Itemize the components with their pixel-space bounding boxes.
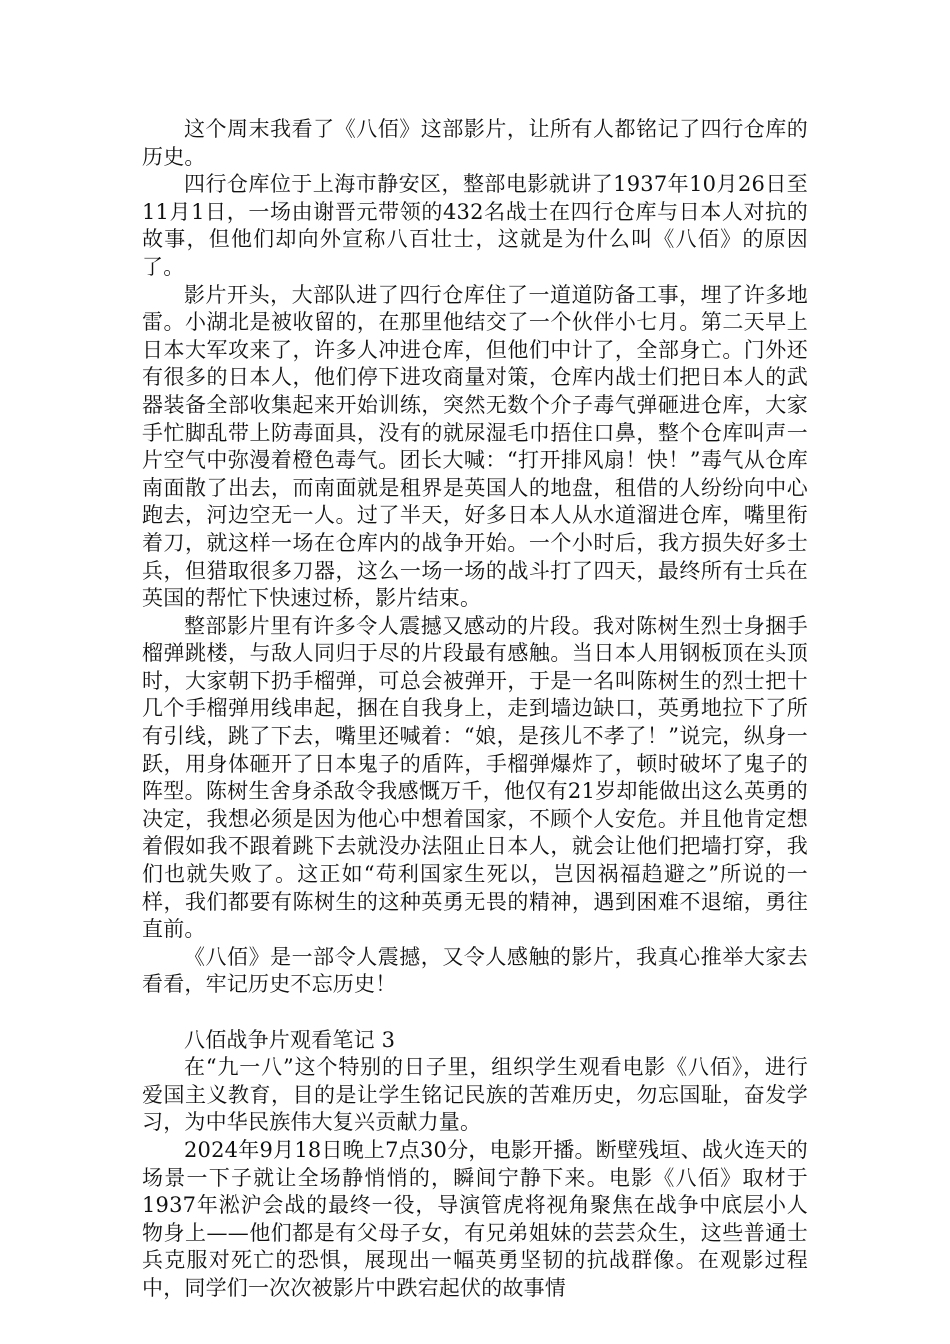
section-heading: 八佰战争片观看笔记 3 xyxy=(184,1027,396,1052)
paragraph-6: 在“九一八”这个特别的日子里，组织学生观看电影《八佰》，进行爱国主义教育，目的是让学生铭记民族的苦难历史，勿忘国耻，奋发学习，为中华民族伟大复兴贡献力量。 xyxy=(142,1055,808,1135)
paragraph-2: 四行仓库位于上海市静安区，整部电影就讲了1937年10月26日至11月1日，一场由谢晋元带领的432名战士在四行仓库与日本人对抗的故事，但他们却向外宣称八百壮士，这就是为什么叫《八佰》的原因了。 xyxy=(142,172,808,279)
paragraph-1: 这个周末我看了《八佰》这部影片，让所有人都铭记了四行仓库的历史。 xyxy=(142,117,808,169)
paragraph-4: 整部影片里有许多令人震撼又感动的片段。我对陈树生烈士身捆手榴弹跳楼，与敌人同归于尽的片段最有感触。当日本人用钢板顶在头顶时，大家朝下扔手榴弹，可总会被弹开，于是一名叫陈树生的烈士把十几个手榴弹用线串起，捆在自我身上，走到墙边缺口，英勇地拉下了所有引线，跳了下去，嘴里还喊着：“娘，是孩儿不孝了！”说完，纵身一跃，用身体砸开了日本鬼子的盾阵，手榴弹爆炸了，顿时破坏了鬼子的阵型。陈树生舍身杀敌令我感慨万千，他仅有21岁却能做出这么英勇的决定，我想必须是因为他心中想着国家，不顾个人安危。并且他肯定想着假如我不跟着跳下去就没办法阻止日本人，就会让他们把墙打穿，我们也就失败了。这正如“苟利国家生死以，岂因祸福趋避之”所说的一样，我们都要有陈树生的这种英勇无畏的精神，遇到困难不退缩，勇往直前。 xyxy=(142,613,808,942)
paragraph-7: 2024年9月18日晚上7点30分，电影开播。断壁残垣、战火连天的场景一下子就让全场静悄悄的，瞬间宁静下来。电影《八佰》取材于1937年淞沪会战的最终一役，导演管虎将视角聚焦在战争中底层小人物身上——他们都是有父母子女，有兄弟姐妹的芸芸众生，这些普通士兵克服对死亡的恐惧，展现出一幅英勇坚韧的抗战群像。在观影过程中，同学们一次次被影片中跌宕起伏的故事情 xyxy=(142,1137,808,1300)
section-spacer xyxy=(142,999,808,1027)
paragraph-5: 《八佰》是一部令人震撼，又令人感触的影片，我真心推举大家去看看，牢记历史不忘历史！ xyxy=(142,944,808,997)
paragraph-3: 影片开头，大部队进了四行仓库住了一道道防备工事，埋了许多地雷。小湖北是被收留的，在那里他结交了一个伙伴小七月。第二天早上日本大军攻来了，许多人冲进仓库，但他们中计了，全部身亡。门外还有很多的日本人，他们停下进攻商量对策，仓库内战士们把日本人的武器装备全部收集起来开始训练，突然无数个介子毒气弹砸进仓库，大家手忙脚乱带上防毒面具，没有的就尿湿毛巾捂住口鼻，整个仓库叫声一片空气中弥漫着橙色毒气。团长大喊：“打开排风扇！快！”毒气从仓库南面散了出去，而南面就是租界是英国人的地盘，租借的人纷纷向中心跑去，河边空无一人。过了半天，好多日本人从水道溜进仓库，嘴里衔着刀，就这样一场在仓库内的战争开始。一个小时后，我方损失好多士兵，但猎取很多刀器，这么一场一场的战斗打了四天，最终所有士兵在英国的帮忙下快速过桥，影片结束。 xyxy=(142,282,808,611)
document-body xyxy=(142,116,808,1303)
